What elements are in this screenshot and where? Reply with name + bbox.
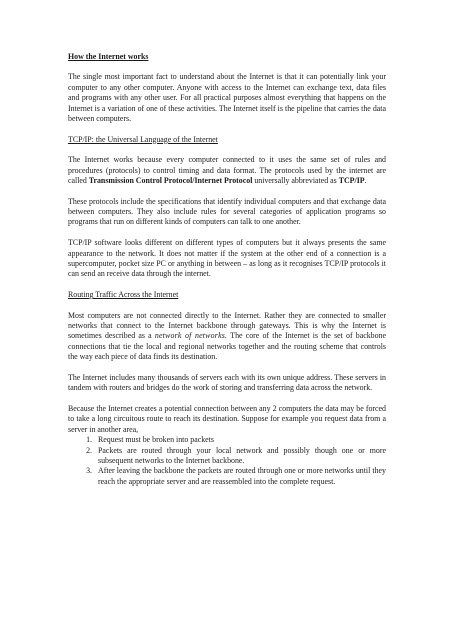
list-item: 2. Packets are routed through your local network and possibly though one or more subsequent networks to the Internet backbone. — [94, 446, 386, 467]
routing-paragraph-3: Because the Internet creates a potential connection between any 2 computers the data may be forced to take a long circuitous route to reach its destination. Suppose for example you request data from a server in another area, — [68, 403, 386, 434]
tcp-p1-abbreviation: TCP/IP — [338, 175, 365, 185]
tcp-paragraph-1 — [68, 155, 386, 186]
tcp-p1-bold-term: Transmission Control Protocol/Internet Protocol — [88, 175, 253, 185]
document-page — [68, 52, 386, 487]
list-item: 1. Request must be broken into packets — [94, 435, 386, 445]
tcp-paragraph-2: These protocols include the specifications that identify individual computers and that exchange data between computers. They also include rules for several categories of application programs so programs that run on different kinds of computers can talk to one another. — [68, 196, 386, 227]
routing-section-heading: Routing Traffic Across the Internet — [68, 290, 179, 300]
intro-paragraph: The single most important fact to understand about the Internet is that it can potentially link your computer to any other computer. Anyone with access to the Internet can exchange text, data files and programs with any other user. For all practical purposes almost everything that happens on the Internet is a variation of one of these activities. The Internet itself is the pipeline that carries the data between computers. — [68, 72, 386, 124]
list-item: 3. After leaving the backbone the packets are routed through one or more networks until they reach the appropriate server and are reassembled into the complete request. — [94, 466, 386, 487]
routing-p1-italic-phrase: network of networks. — [154, 331, 228, 341]
routing-p1-text-a: Most computers are not connected directly to the Internet. Rather they are connected to smaller networks that connect to the Internet backbone through gateways. This is why the Internet is sometimes described as a — [68, 310, 386, 341]
tcp-p1-end: . — [364, 175, 367, 185]
tcp-section-heading: TCP/IP: the Universal Language of the Internet — [68, 134, 218, 144]
routing-p1-text-b: The core of the Internet is the set of backbone connections that tie the local and regional networks together and the routing scheme that controls the way each piece of data finds its destination. — [68, 331, 387, 362]
tcp-paragraph-3: TCP/IP software looks different on different types of computers but it always presents the same appearance to the network. It does not matter if the system at the other end of a connection is a supercomputer, pocket size PC or anything in between – as long as it recognises TCP/IP protocols it can send an receive data through the internet. — [68, 238, 386, 279]
routing-steps-list — [68, 435, 386, 487]
routing-paragraph-1 — [68, 311, 386, 363]
document-title: How the Internet works — [68, 52, 149, 61]
tcp-p1-text-a: The Internet works because every computer connected to it uses the same set of rules and procedures (protocols) to control timing and data format. The protocols used by the internet are called — [68, 155, 386, 185]
tcp-p1-text-b: universally abbreviated as — [252, 175, 339, 185]
routing-paragraph-2: The Internet includes many thousands of servers each with its own unique address. These servers in tandem with routers and bridges do the work of storing and transferring data across the network. — [68, 372, 386, 393]
